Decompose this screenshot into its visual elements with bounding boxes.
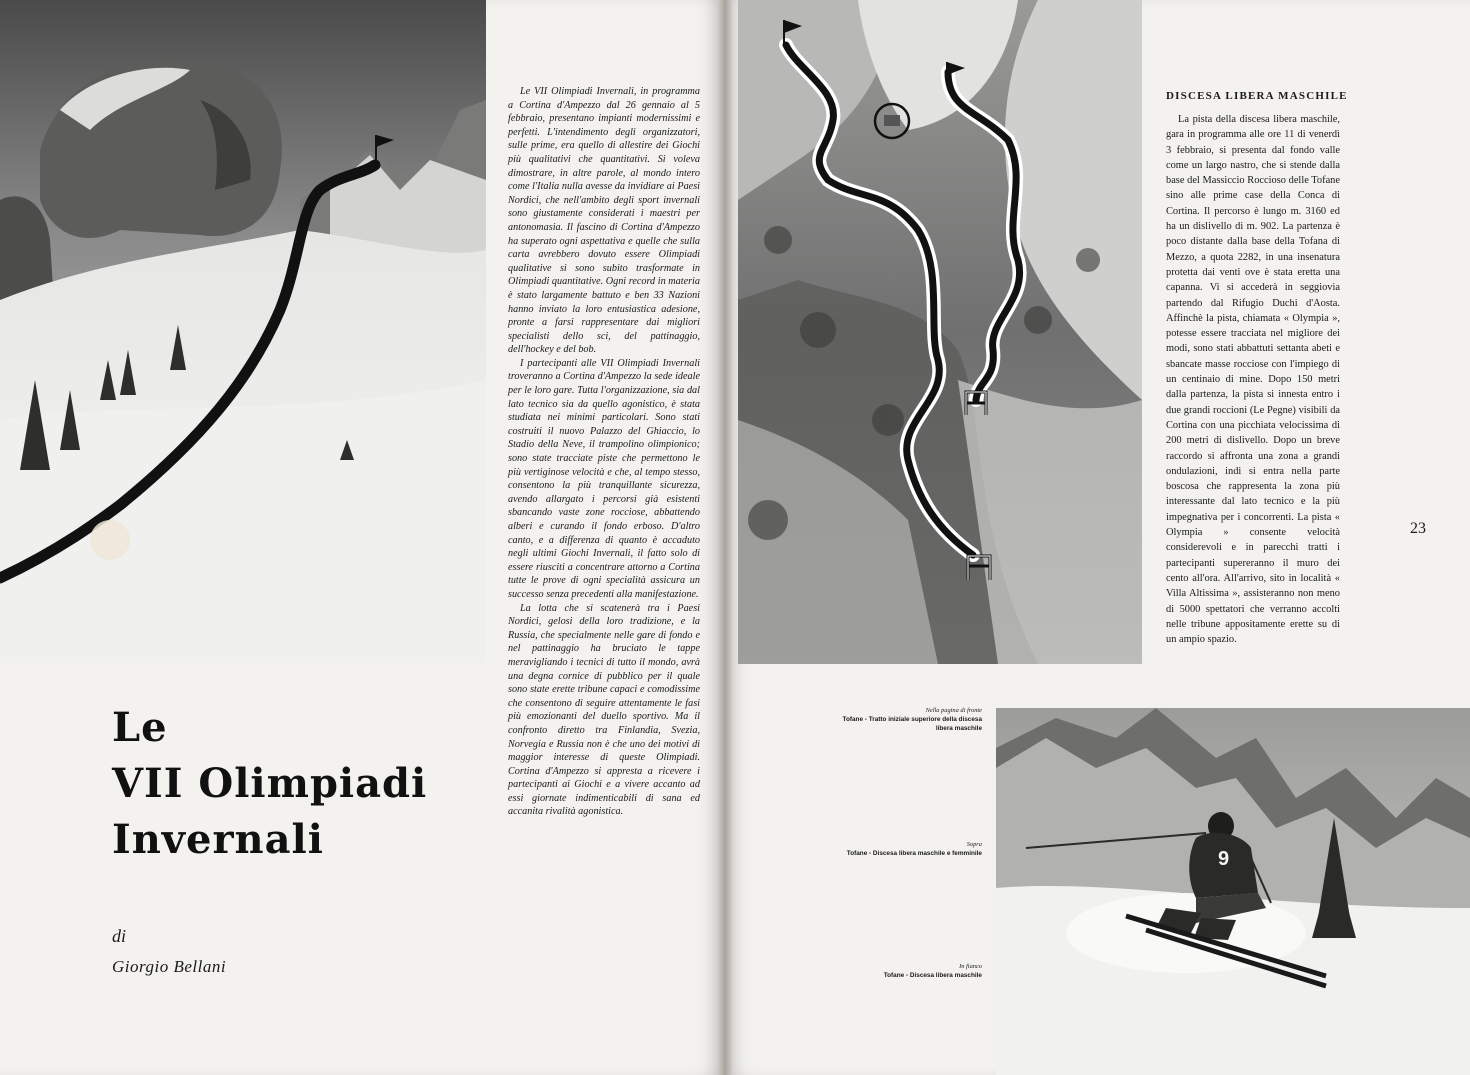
magazine-spine bbox=[718, 0, 732, 1075]
article-title bbox=[112, 700, 472, 868]
byline-prefix: di bbox=[112, 926, 127, 946]
article-body bbox=[508, 85, 700, 819]
sidebar-column bbox=[1166, 90, 1348, 647]
photo-mountain-start bbox=[0, 0, 486, 663]
caption-label: Sopra bbox=[966, 841, 982, 848]
caption-text: Tofane - Discesa libera maschile bbox=[883, 972, 982, 979]
skier-bib-number: 9 bbox=[1218, 848, 1230, 870]
title-line-1: Le bbox=[112, 704, 168, 751]
sidebar-text: La pista della discesa libera maschile, gara in programma alle ore 11 di venerdì 3 febbraio, si presenta dal fondo valle come un largo nastro, che si stende dalla base del Massiccio Roccioso delle Tofane sino alle prime case della Conca di Cortina. Il percorso è lungo m. 3160 ed ha un dislivello di m. 902. La partenza è poco distante dalla base della Tofana di Mezzo, a quota 2282, in una insenatura protetta dai venti ove è stata eretta una capanna. Vi si accederà in seggiovia partendo dal Rifugio Duchi d'Aosta. Affinchè la pista, chiamata « Olympia », potesse essere tracciata nel migliore dei modi, sono stati abbattuti settanta abeti e sbancate masse rocciose con l'impiego di un centinaio di mine. Dopo 150 metri dalla partenza, la pista si innesta entro i due grandi roccioni (Le Pegne) visibili da Cortina con una picchiata velocissima di 200 metri di dislivello. Dopo un breve raccordo si affronta una zona a grandi ondulazioni, indi si entra nella parte boscosa che rappresenta la zona più interessante dal lato tecnico e la più impegnativa per i concorrenti. La pista « Olympia » consente velocità considerevoli e in parecchi tratti i partecipanti supereranno il muro dei cento all'ora. All'arrivo, sito in località « Villa Altissima », assisteranno non meno di 5000 spettatori che verranno accolti nelle tribune appositamente erette su di un ampio spazio. bbox=[1166, 114, 1340, 646]
caption-label: In fianco bbox=[959, 963, 982, 970]
title-line-2: VII Olimpiadi bbox=[112, 760, 428, 807]
caption-label: Nella pagina di fronte bbox=[925, 707, 982, 714]
title-line-3: Invernali bbox=[112, 816, 324, 863]
caption-text: Tofane - Tratto iniziale superiore della discesa libera maschile bbox=[842, 716, 982, 732]
caption-text: Tofane - Discesa libera maschile e femminile bbox=[846, 850, 982, 857]
article-paragraph: I partecipanti alle VII Olimpiadi Invernali troveranno a Cortina d'Ampezzo la sede ideale per le loro gare. Tutta l'organizzazione, sia dal lato tecnico sia da quello agonistico, è stata studiata nei minimi particolari. Sono stati costruiti il nuovo Palazzo del Ghiaccio, lo Stadio della Neve, il trampolino olimpionico; sono state tracciate piste che permettono le più vertiginose velocità e che, al tempo stesso, consentono la più tranquillante sicurezza, avendo allargato i percorsi già esistenti sbancando vaste zone rocciose, abbattendo alberi e curando il fondo erboso. D'altro canto, e a differenza di quanto è accaduto negli ultimi Giochi Invernali, il fatto solo di essere riusciti a concentrare attorno a Cortina tutte le prove di ogni specialità assicura un successo senza precedenti alla manifestazione. bbox=[508, 357, 700, 600]
byline-author: Giorgio Bellani bbox=[112, 957, 227, 976]
article-paragraph: Le VII Olimpiadi Invernali, in programma a Cortina d'Ampezzo dal 26 gennaio al 5 febbraio, presentano impianti modernissimi e perfetti. L'intendimento degli organizzatori, sulle prime, era quello di allestire dei Giochi più qualitativi che quantitativi. Si voleva dimostrare, in altre parole, al mondo intero come l'Italia nulla avesse da invidiare ai Paesi Nordici, che nell'ambito degli sport invernali sono giustamente considerati i maestri per antonomasia. Il fascino di Cortina d'Ampezzo ha superato ogni aspettativa e quelle che sulla carta avrebbero dovuto essere Olimpiadi qualitative si sono subito trasformate in Olimpiadi quantitative. Ogni record in materia è stato largamente battuto e ben 33 Nazioni hanno inviato la loro entusiastica adesione, pronte a farsi rappresentare dai migliori specialisti dello sci, del pattinaggio, dell'hockey e del bob. bbox=[508, 86, 700, 356]
page-number: 23 bbox=[1410, 520, 1426, 537]
caption-above bbox=[826, 840, 982, 858]
sidebar-title: DISCESA LIBERA MASCHILE bbox=[1166, 90, 1348, 102]
caption-facing-page bbox=[826, 706, 982, 733]
photo-skier bbox=[996, 708, 1470, 1075]
photo-course-map bbox=[738, 0, 1142, 664]
article-paragraph: La lotta che si scatenerà tra i Paesi Nordici, gelosi della loro tradizione, e la Russia, che specialmente nelle gare di fondo e nel pattinaggio ha bruciato le tappe meravigliando i tecnici di tutto il mondo, avrà una degna cornice di pubblico per il quale sono state erette tribune capaci e comodissime che consentono di seguire attentamente le fasi più emozionanti del duello sportivo. Ma il confronto diretto tra Finlandia, Svezia, Norvegia e Russia non è che uno dei motivi di maggior interesse di queste Olimpiadi. Cortina d'Ampezzo si appresta a ricevere i partecipanti ai Giochi e a vivere accanto ad essi giornate indimenticabili di sana ed accanita rivalità agonistica. bbox=[508, 602, 700, 818]
caption-beside bbox=[826, 962, 982, 980]
